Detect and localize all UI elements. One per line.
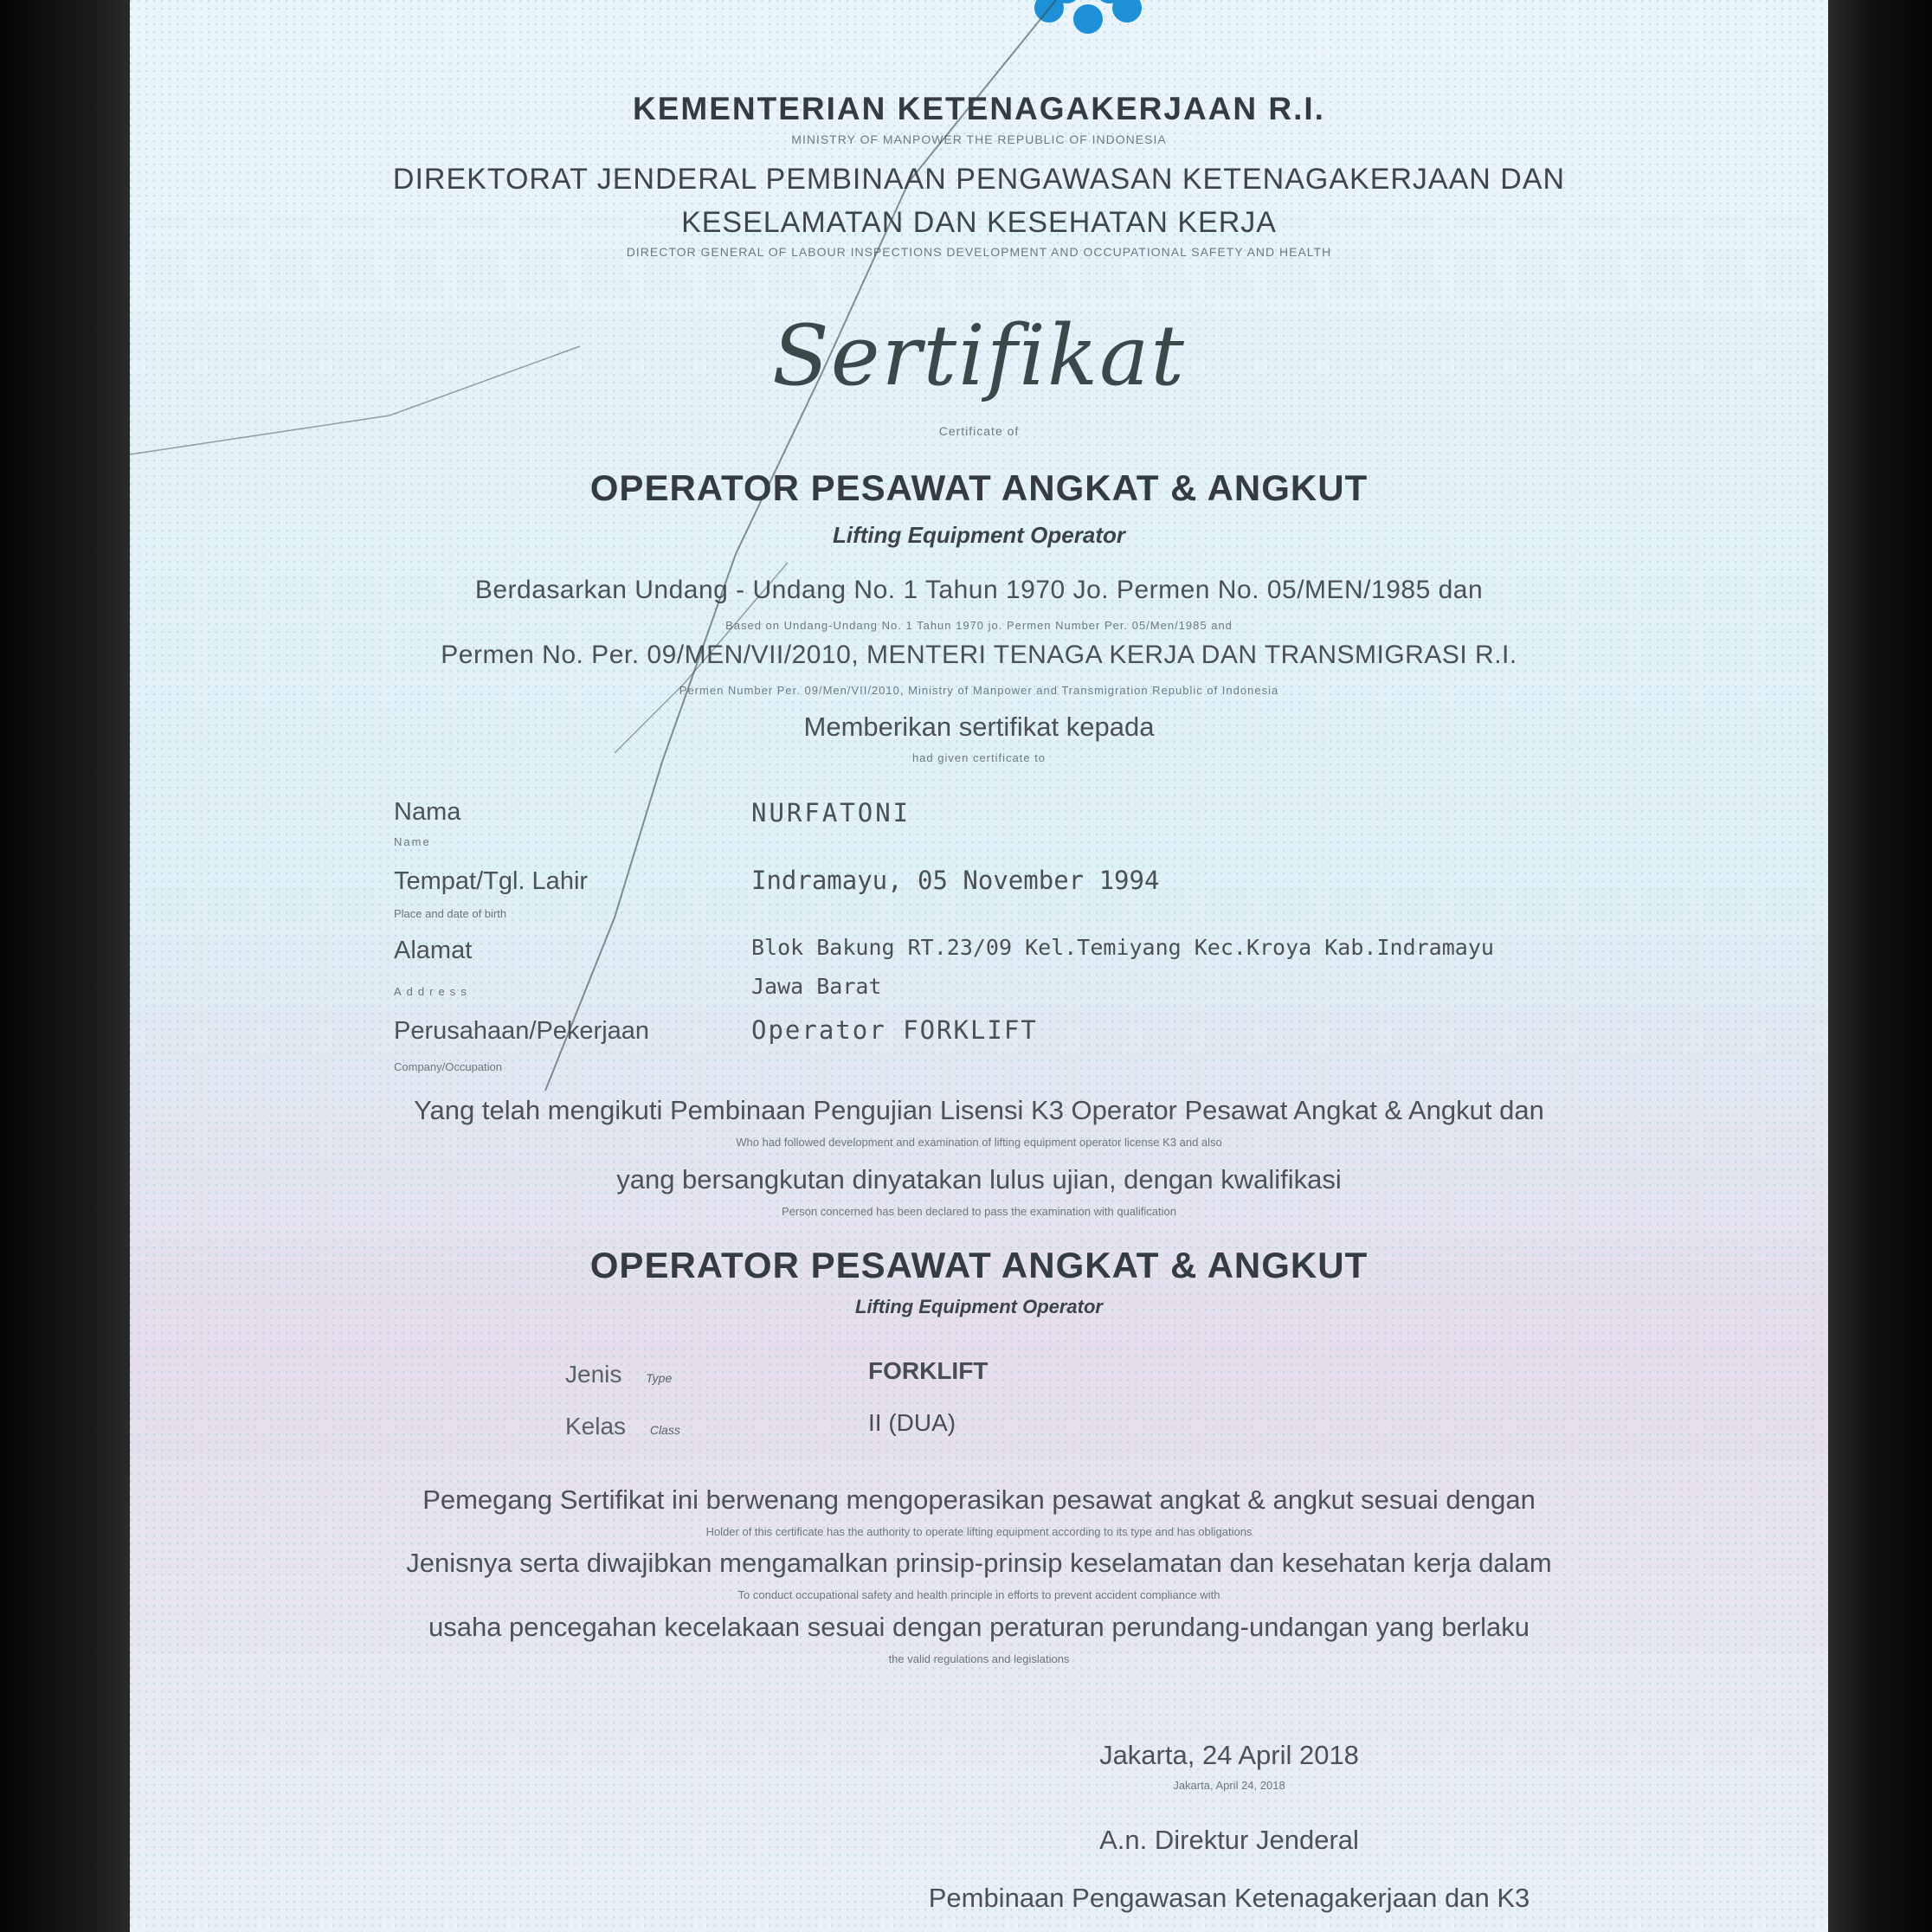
authority-line-2-en: To conduct occupational safety and health principle in efforts to prevent accident compliance with (737, 1588, 1220, 1601)
qualification-role: OPERATOR PESAWAT ANGKAT & ANGKUT (589, 1245, 1368, 1285)
qualification-line-2-en: Person concerned has been declared to pass the examination with qualification (781, 1205, 1176, 1218)
legal-basis-line-1-en: Based on Undang-Undang No. 1 Tahun 1970 jo. Permen Number Per. 05/Men/1985 and (725, 619, 1233, 632)
ministry-logo-icon (1000, 0, 1208, 39)
birth-label: Tempat/Tgl. Lahir (394, 867, 589, 895)
on-behalf-text: A.n. Direktur Jenderal (1099, 1825, 1359, 1855)
company-value: Operator FORKLIFT (751, 1015, 1038, 1045)
legal-basis-line-2-en: Permen Number Per. 09/Men/VII/2010, Ministry of Manpower and Transmigration Republic of Indonesia (679, 684, 1279, 697)
address-value-line-1: Blok Bakung RT.23/09 Kel.Temiyang Kec.Kroya Kab.Indramayu (751, 935, 1494, 960)
type-label: Jenis Type (565, 1361, 673, 1388)
type-value: FORKLIFT (868, 1357, 989, 1384)
company-label-en: Company/Occupation (394, 1060, 503, 1073)
certificate-title: Sertifikat (772, 307, 1186, 404)
class-value: II (DUA) (868, 1409, 956, 1436)
legal-basis-line-1: Berdasarkan Undang - Undang No. 1 Tahun 1970 Jo. Permen No. 05/MEN/1985 dan (474, 576, 1484, 604)
certificate-screen (130, 0, 1828, 1932)
address-label: Alamat (394, 937, 473, 964)
signatory-office: Pembinaan Pengawasan Ketenagakerjaan dan K3 (928, 1883, 1530, 1913)
address-value-line-2: Jawa Barat (751, 974, 882, 999)
birth-label-en: Place and date of birth (394, 907, 507, 920)
given-to-text: Memberikan sertifikat kepada (803, 712, 1155, 742)
authority-line-1-en: Holder of this certificate has the authority to operate lifting equipment according to its type and has obligations (705, 1525, 1253, 1538)
directorate-name-en: DIRECTOR GENERAL OF LABOUR INSPECTIONS DEVELOPMENT AND OCCUPATIONAL SAFETY AND HEALTH (626, 245, 1332, 259)
ministry-name: KEMENTERIAN KETENAGAKERJAAN R.I. (633, 91, 1325, 126)
qualification-line-1: Yang telah mengikuti Pembinaan Pengujian Lisensi K3 Operator Pesawat Angkat & Angkut dan (414, 1095, 1544, 1125)
class-label: Kelas Class (565, 1413, 680, 1439)
name-label-en: Name (394, 835, 431, 848)
given-to-text-en: had given certificate to (911, 751, 1046, 764)
authority-line-2: Jenisnya serta diwajibkan mengamalkan prinsip-prinsip keselamatan dan kesehatan kerja dalam (406, 1548, 1552, 1578)
birth-value: Indramayu, 05 November 1994 (751, 866, 1160, 895)
place-date-en: Jakarta, April 24, 2018 (1173, 1779, 1285, 1792)
company-label: Perusahaan/Pekerjaan (394, 1017, 650, 1045)
place-date: Jakarta, 24 April 2018 (1099, 1740, 1359, 1770)
authority-line-3-en: the valid regulations and legislations (888, 1652, 1070, 1665)
qualification-role-en: Lifting Equipment Operator (855, 1296, 1103, 1317)
authority-line-3: usaha pencegahan kecelakaan sesuai dengan peraturan perundang-undangan yang berlaku (428, 1612, 1530, 1642)
phone-frame-left (0, 0, 130, 1932)
directorate-line-2: KESELAMATAN DAN KESEHATAN KERJA (681, 206, 1277, 239)
directorate-line-1: DIREKTORAT JENDERAL PEMBINAAN PENGAWASAN KETENAGAKERJAAN DAN (392, 163, 1566, 196)
qualification-line-2: yang bersangkutan dinyatakan lulus ujian, dengan kwalifikasi (616, 1164, 1342, 1195)
ministry-name-en: MINISTRY OF MANPOWER THE REPUBLIC OF INDONESIA (791, 132, 1167, 146)
qualification-line-1-en: Who had followed development and examination of lifting equipment operator license K3 and also (736, 1136, 1222, 1149)
name-label: Nama (394, 798, 461, 826)
directorate-name (130, 158, 1828, 244)
certificate-title-en: Certificate of (938, 424, 1020, 438)
certificate-role: OPERATOR PESAWAT ANGKAT & ANGKUT (589, 467, 1368, 508)
phone-frame-right (1828, 0, 1932, 1932)
legal-basis-line-2: Permen No. Per. 09/MEN/VII/2010, MENTERI TENAGA KERJA DAN TRANSMIGRASI R.I. (441, 641, 1517, 669)
authority-line-1: Pemegang Sertifikat ini berwenang mengoperasikan pesawat angkat & angkut sesuai dengan (422, 1484, 1536, 1515)
certificate-role-en: Lifting Equipment Operator (833, 522, 1125, 548)
address-label-en: Address (394, 985, 472, 998)
name-value: NURFATONI (751, 798, 911, 828)
